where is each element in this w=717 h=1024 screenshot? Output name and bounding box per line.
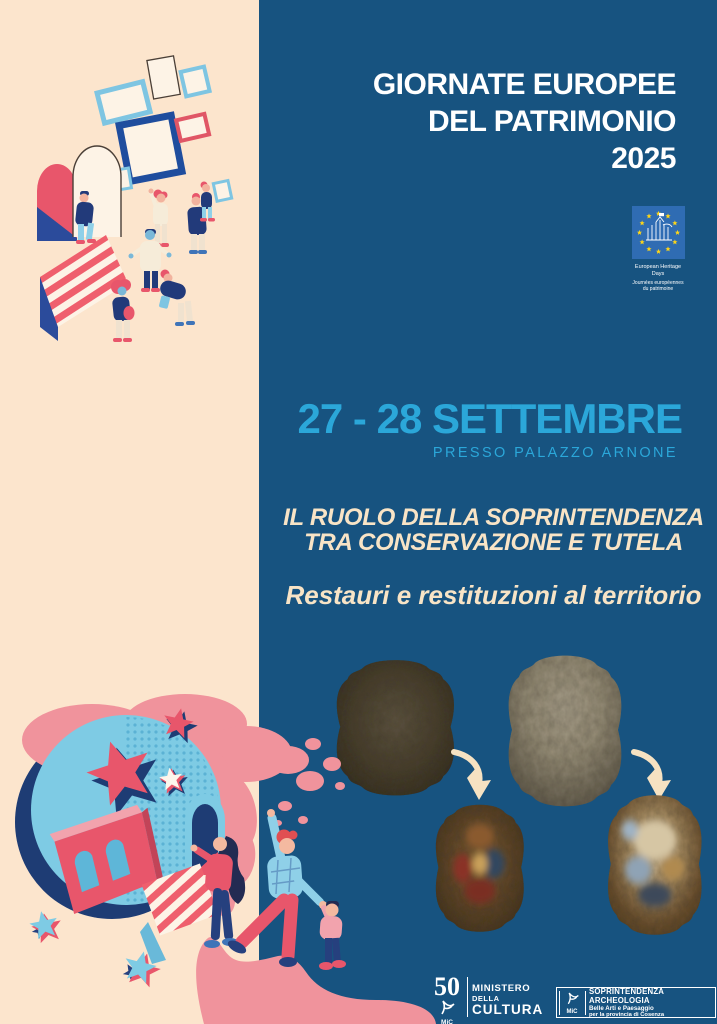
sabap-mic-acronym: MiC xyxy=(566,1008,578,1015)
ehd-logo xyxy=(630,206,686,292)
logo-divider xyxy=(585,991,586,1015)
painting-before-2 xyxy=(509,656,622,807)
painting-after-2 xyxy=(608,795,701,935)
event-heading xyxy=(270,505,717,555)
mic-line-1: MINISTERO xyxy=(472,983,531,994)
soprintendenza-logo xyxy=(556,987,716,1018)
eu-stars-icon xyxy=(636,211,679,254)
event-subtitle: Restauri e restituzioni al territorio xyxy=(285,580,702,610)
mic-acronym: MiC xyxy=(441,1019,453,1024)
title-line-2: DEL PATRIMONIO xyxy=(428,105,676,138)
mic-line-2: DELLA xyxy=(472,994,500,1003)
sabap-line-3: per la provincia di Cosenza xyxy=(589,1011,665,1018)
ehd-caption-en: European Heritage Days xyxy=(634,264,682,277)
pink-path-icon xyxy=(196,937,436,1024)
ehd-stars-emblem-icon xyxy=(632,206,685,259)
event-date: 27 - 28 SETTEMBRE xyxy=(297,395,682,442)
sabap-line-2: Belle Arti e Paesaggio xyxy=(589,1004,654,1012)
star-icon xyxy=(27,908,64,944)
museum-visitors-illustration xyxy=(10,45,250,345)
person-figure xyxy=(200,181,232,222)
event-date-block xyxy=(298,396,682,461)
mic-emblem-icon xyxy=(438,999,456,1015)
title-line-1: GIORNATE EUROPEE xyxy=(372,68,676,101)
restoration-arrow-icon xyxy=(634,752,671,800)
logo-divider xyxy=(467,977,468,1017)
person-figure xyxy=(111,279,135,342)
ehd-caption-fr-1: Journées européennes xyxy=(632,280,684,286)
mic-50-anniversary: 50 xyxy=(434,972,460,1001)
heritage-gateway-illustration xyxy=(0,660,460,1024)
sabap-line-1: SOPRINTENDENZA ARCHEOLOGIA xyxy=(589,986,664,1005)
person-figure xyxy=(158,270,195,327)
heading-line-1: IL RUOLO DELLA SOPRINTENDENZA xyxy=(283,504,704,531)
ehd-caption-fr-2: du patrimoine xyxy=(642,286,674,292)
mic-emblem-icon xyxy=(565,991,580,1005)
heading-line-2: TRA CONSERVAZIONE E TUTELA xyxy=(304,529,683,556)
ministero-cultura-logo xyxy=(431,972,544,1024)
title-line-3: 2025 xyxy=(611,142,676,175)
mic-line-3: CULTURA xyxy=(472,1002,544,1017)
event-venue: PRESSO PALAZZO ARNONE xyxy=(432,445,678,461)
person-figure xyxy=(319,901,346,970)
poster-title xyxy=(373,66,676,177)
